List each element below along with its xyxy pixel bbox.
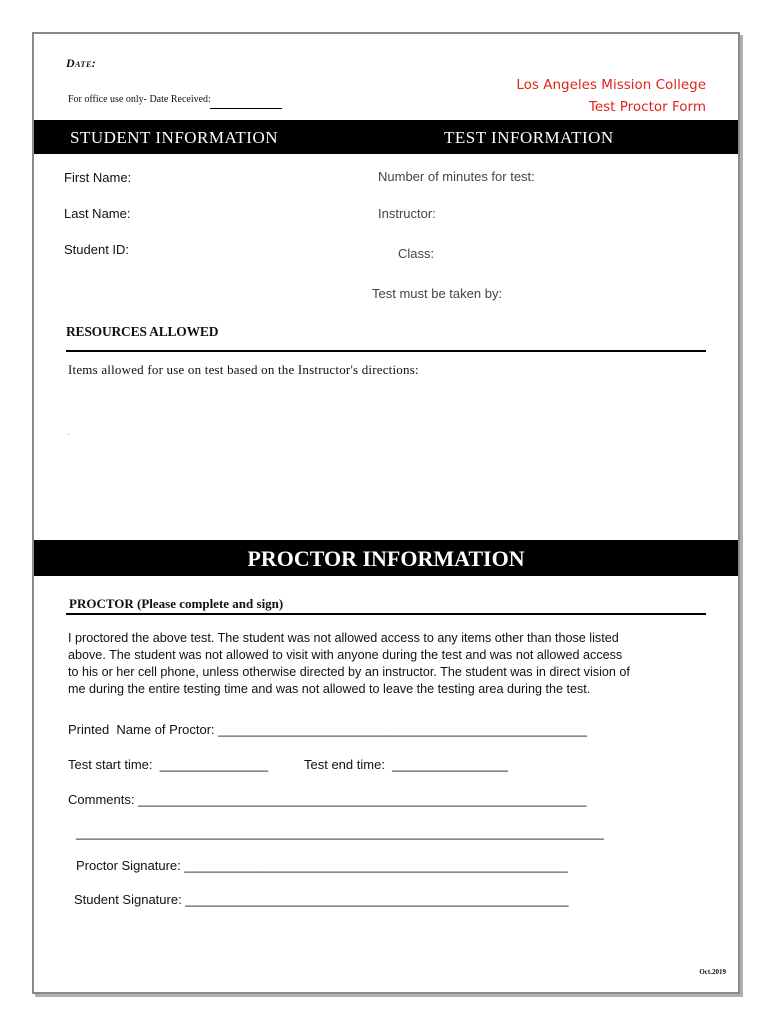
form-title: Test Proctor Form [588,99,706,115]
last-name-field[interactable]: Last Name: [64,206,131,221]
taken-by-field[interactable]: Test must be taken by: [372,286,503,301]
statement-line: to his or her cell phone, unless otherwise directed by an instructor. The student was in direct vision of [68,665,630,679]
class-field[interactable]: Class: [398,246,435,261]
first-name-field[interactable]: First Name: [64,170,132,185]
student-signature-field[interactable]: Student Signature: _____________________________________________________ [74,892,569,907]
statement-line: me during the entire testing time and was not allowed to leave the testing area during the test. [68,682,591,696]
printed-name-field[interactable]: Printed Name of Proctor: ___________________________________________________ [68,722,588,737]
student-info-title: STUDENT INFORMATION [70,128,278,147]
info-header-bar [34,120,738,154]
items-allowed-area[interactable] [68,434,69,435]
proctor-signature-field[interactable]: Proctor Signature: _____________________________________________________ [76,858,568,873]
start-time-field[interactable]: Test start time: _______________ [68,757,269,772]
college-header [516,74,706,118]
resources-divider [66,350,706,352]
proctor-info-title: PROCTOR INFORMATION [34,540,738,576]
test-info-title: TEST INFORMATION [444,128,614,147]
items-allowed-label: Items allowed for use on test based on the Instructor's directions: [68,362,419,377]
proctor-statement [68,630,708,698]
comments-field[interactable]: Comments: ______________________________________________________________ [68,792,587,807]
college-name: Los Angeles Mission College [516,77,706,93]
student-id-field[interactable]: Student ID: [64,242,130,257]
instructor-field[interactable]: Instructor: [378,206,436,221]
office-use-label: For office use only- Date Received: [68,94,211,105]
revision-date: Oct.2019 [699,968,726,976]
statement-line: above. The student was not allowed to visit with anyone during the test and was not allowed access [68,648,623,662]
form-page [32,32,740,994]
comments-continued-field[interactable]: _________________________________________________________________________ [76,825,604,840]
proctor-divider [66,613,706,615]
resources-title: RESOURCES ALLOWED [66,324,219,339]
minutes-field[interactable]: Number of minutes for test: [378,169,535,184]
proctor-subtitle: PROCTOR (Please complete and sign) [69,596,284,611]
statement-line: I proctored the above test. The student was not allowed access to any items other than those listed [68,631,619,645]
date-received-field[interactable] [210,108,282,109]
date-label: Date: [66,56,97,70]
end-time-field[interactable]: Test end time: ________________ [304,757,508,772]
